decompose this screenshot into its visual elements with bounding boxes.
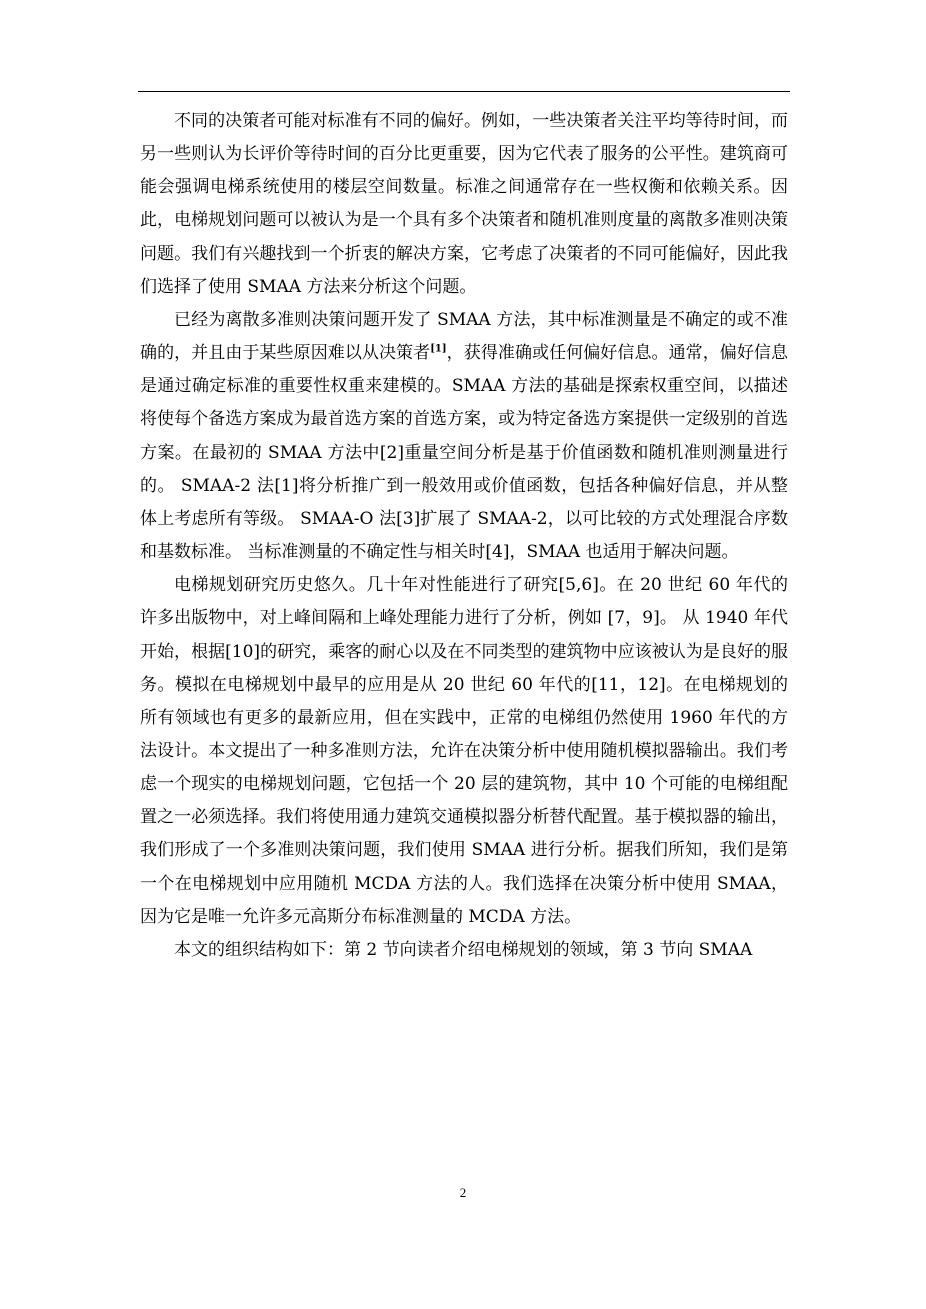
citation-superscript: [1] — [430, 343, 447, 355]
header-rule — [138, 91, 790, 92]
paragraph-1: 不同的决策者可能对标准有不同的偏好。例如，一些决策者关注平均等待时间，而另一些则认为长评价等待时间的百分比更重要，因为它代表了服务的公平性。建筑商可能会强调电梯系统使用的楼层空间数量。标准之间通常存在一些权衡和依赖关系。因此，电梯规划问题可以被认为是一个具有多个决策者和随机准则度量的离散多准则决策问题。我们有兴趣找到一个折衷的解决方案，它考虑了决策者的不同可能偏好，因此我们选择了使用 SMAA 方法来分析这个问题。 — [140, 111, 788, 297]
paragraph-2-text-after: ，获得准确或任何偏好信息。通常，偏好信息是通过确定标准的重要性权重来建模的。SMAA 方法的基础是探索权重空间，以描述将使每个备选方案成为最首选方案的首选方案，或为特定备选方案提供一定级别的首选方案。在最初的 SMAA 方法中[2]重量空间分析是基于价值函数和随机准则测量进行的。 SMAA-2 法[1]将分析推广到一般效用或价值函数，包括各种偏好信息，并从整体上考虑所有等级。 SMAA-O 法[3]扩展了 SMAA-2，以可比较的方式处理混合序数和基数标准。 当标准测量的不确定性与相关时[4]，SMAA 也适用于解决问题。 — [140, 343, 789, 563]
paragraph-4: 本文的组织结构如下：第 2 节向读者介绍电梯规划的领域，第 3 节向 SMAA — [174, 939, 753, 960]
paragraph-2 — [140, 304, 788, 569]
paragraph-3: 电梯规划研究历史悠久。几十年对性能进行了研究[5,6]。在 20 世纪 60 年代的许多出版物中，对上峰间隔和上峰处理能力进行了分析，例如 [7，9]。 从 1940 年代开始，根据[10]的研究，乘客的耐心以及在不同类型的建筑物中应该被认为是良好的服务。模拟在电梯规划中最早的应用是从 20 世纪 60 年代的[11，12]。在电梯规划的所有领域也有更多的最新应用，但在实践中，正常的电梯组仍然使用 1960 年代的方法设计。本文提出了一种多准则方法，允许在决策分析中使用随机模拟器输出。我们考虑一个现实的电梯规划问题，它包括一个 20 层的建筑物，其中 10 个可能的电梯组配置之一必须选择。我们将使用通力建筑交通模拟器分析替代配置。基于模拟器的输出，我们形成了一个多准则决策问题，我们使用 SMAA 进行分析。据我们所知，我们是第一个在电梯规划中应用随机 MCDA 方法的人。我们选择在决策分析中使用 SMAA，因为它是唯一允许多元高斯分布标准测量的 MCDA 方法。 — [140, 575, 788, 927]
body-text — [140, 105, 788, 967]
paragraph-2-text-before: 已经为离散多准则决策问题开发了 SMAA 方法，其中标准测量是不确定的或不准确的，并且由于某些原因难以从决策者 — [140, 309, 788, 364]
page-number: 2 — [459, 1185, 467, 1200]
